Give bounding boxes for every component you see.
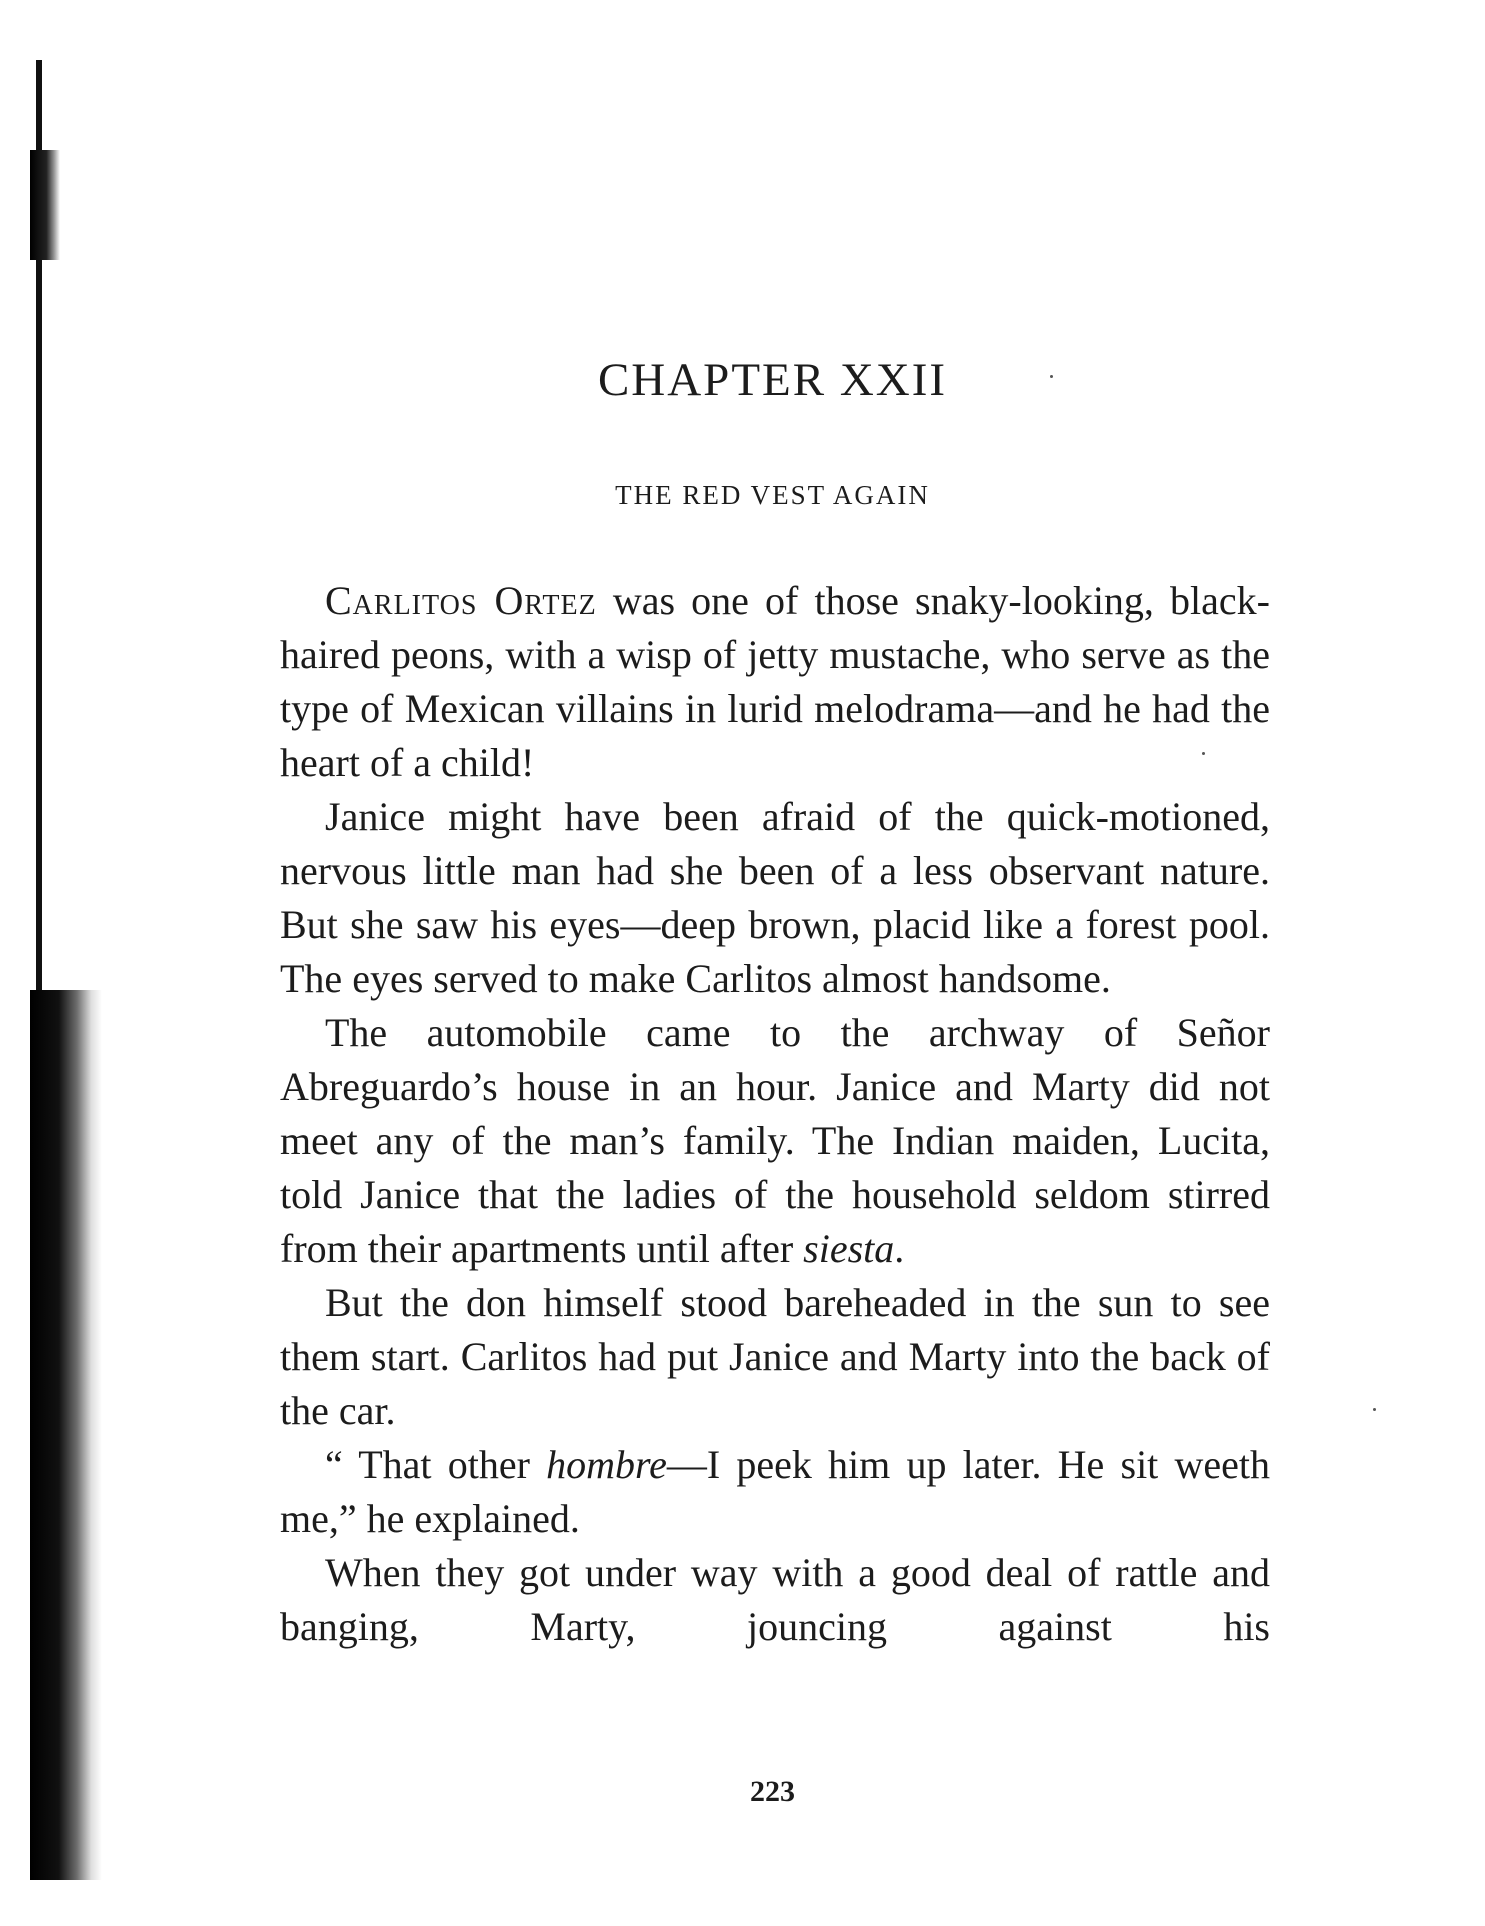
paragraph-text: —I peek him up later. He sit weeth me,” he explained. (280, 1442, 1270, 1541)
binding-shadow (30, 990, 102, 1880)
paragraph-end: . (894, 1226, 905, 1271)
paragraph-3 (280, 1006, 1270, 1276)
paragraph-text: was one of those snaky-looking, black-haired peons, with a wisp of jetty mustache, who serve as the type of Mexican villains in lurid melodrama—and he had the heart of a child! (280, 578, 1270, 785)
paragraph-6 (280, 1546, 1270, 1654)
binding-notch (30, 150, 60, 260)
scan-speck (1373, 1408, 1376, 1411)
page-number: 223 (750, 1775, 795, 1808)
paragraph-2 (280, 790, 1270, 1006)
chapter-title: CHAPTER XXII (597, 354, 948, 406)
paragraph-text: The automobile came to the archway of Señor Abreguardo’s house in an hour. Janice and Marty did not meet any of the man’s family. The Indian maiden, Lucita, told Janice that the ladies of the household seldom stirred from their apartments until after (280, 1010, 1270, 1271)
paragraph-4 (280, 1276, 1270, 1438)
chapter-subtitle: THE RED VEST AGAIN (615, 480, 930, 510)
italic-word: siesta (803, 1226, 895, 1271)
paragraph-start: “ That other (325, 1442, 547, 1487)
paragraph-5 (280, 1438, 1270, 1546)
paragraph-text: When they got under way with a good deal of rattle and banging, Marty, jouncing against his (280, 1550, 1270, 1649)
paragraph-text: Janice might have been afraid of the quick-motioned, nervous little man had she been of a less observant nature. But she saw his eyes—deep brown, placid like a forest pool. The eyes served to make Carlitos almost handsome. (280, 794, 1270, 1001)
lead-caps: Carlitos Ortez (325, 578, 597, 623)
paragraph-text: But the don himself stood bareheaded in the sun to see them start. Carlitos had put Janice and Marty into the back of the car. (280, 1280, 1270, 1433)
body-text (280, 574, 1270, 1654)
paragraph-1 (280, 574, 1270, 790)
italic-word: hombre (546, 1442, 667, 1487)
